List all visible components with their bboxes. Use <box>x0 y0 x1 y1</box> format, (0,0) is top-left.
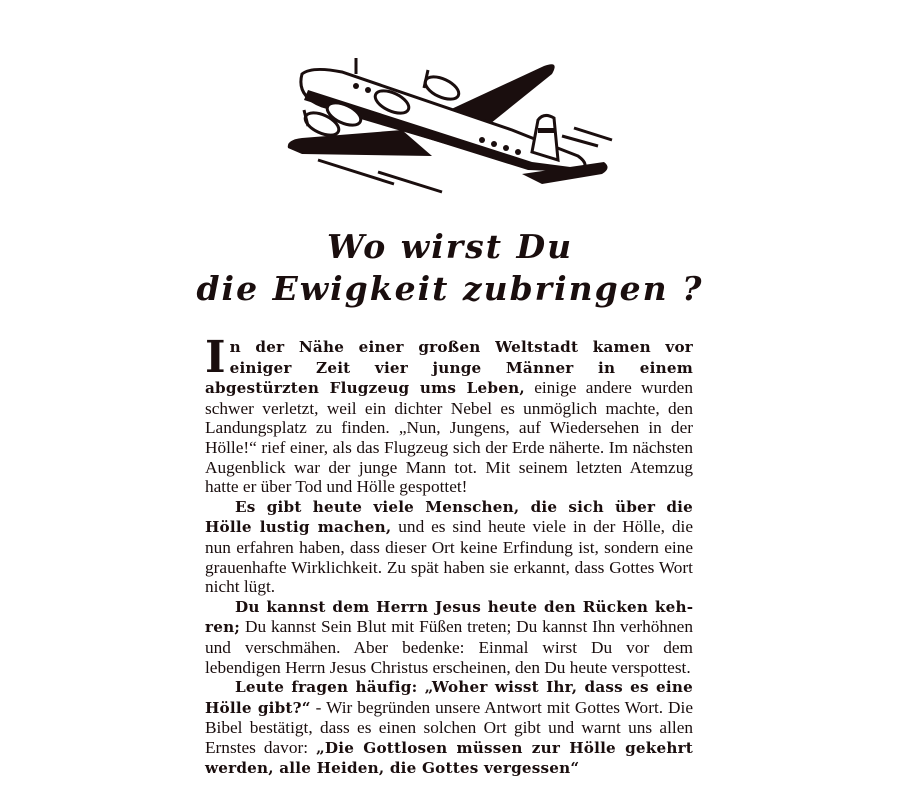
bible-quote: „Die Gottlosen müssen zur Hölle gekehrt werden, alle Heiden, die Gottes vergessen“ <box>205 738 693 778</box>
drop-cap: I <box>205 332 226 383</box>
title-line-2: die Ewigkeit zubringen ? <box>196 269 704 308</box>
paragraph-4-text: - Wir begründen unsere Antwort mit Gottes Wort. Die Bibel bestätigt, dass es einen solchen Ort gibt und warnt uns allen Ernstes davor: <box>205 697 693 757</box>
paragraph-4-lead: Leute fragen häufig: „Woher wisst Ihr, dass es eine Hölle gibt?“ <box>205 678 693 717</box>
title-line-1: Wo wirst Du <box>326 227 574 266</box>
article-body <box>205 332 693 779</box>
paragraph-1-lead: n der Nähe einer großen Weltstadt kamen vor einiger Zeit vier junge Männer in einem abgestürzten Flugzeug ums Leben, <box>205 338 693 398</box>
paragraph-2-text: und es sind heute viele in der Hölle, die nun erfahren haben, dass dieser Ort keine Erfindung ist, sondern eine grauenhafte Wirklichkeit. Zu spät haben sie erkannt, dass Gottes Wort nicht lügt. <box>205 517 693 597</box>
paragraph-1 <box>205 332 693 497</box>
paragraph-1-text: einige andere wurden schwer verletzt, weil ein dichter Nebel es unmöglich machte, den Landungsplatz zu finden. „Nun, Jungens, auf Wiedersehen in der Hölle!“ rief einer, als das Flugzeug sich der Erde näherte. Im nächsten Augenblick war der junge Mann tot. Mit seinem letzten Atemzug hatte er über Tod und Hölle gespottet! <box>205 378 693 497</box>
paragraph-3-lead: Du kannst dem Herrn Jesus heute den Rücken kehren; <box>205 597 693 637</box>
paragraph-2-lead: Es gibt heute viele Menschen, die sich über die Hölle lustig machen, <box>205 497 693 537</box>
page-title <box>0 226 900 310</box>
airplane-icon <box>282 44 618 194</box>
paragraph-2 <box>205 497 693 597</box>
paragraph-3-text: Du kannst Sein Blut mit Füßen treten; Du kannst Ihn verhöhnen und verschmähen. Aber bedenke: Einmal wirst Du vor dem lebendigen Herrn Jesus Christus erscheinen, den Du heute verspottest. <box>205 617 693 677</box>
paragraph-4 <box>205 677 693 779</box>
paragraph-3 <box>205 597 693 677</box>
